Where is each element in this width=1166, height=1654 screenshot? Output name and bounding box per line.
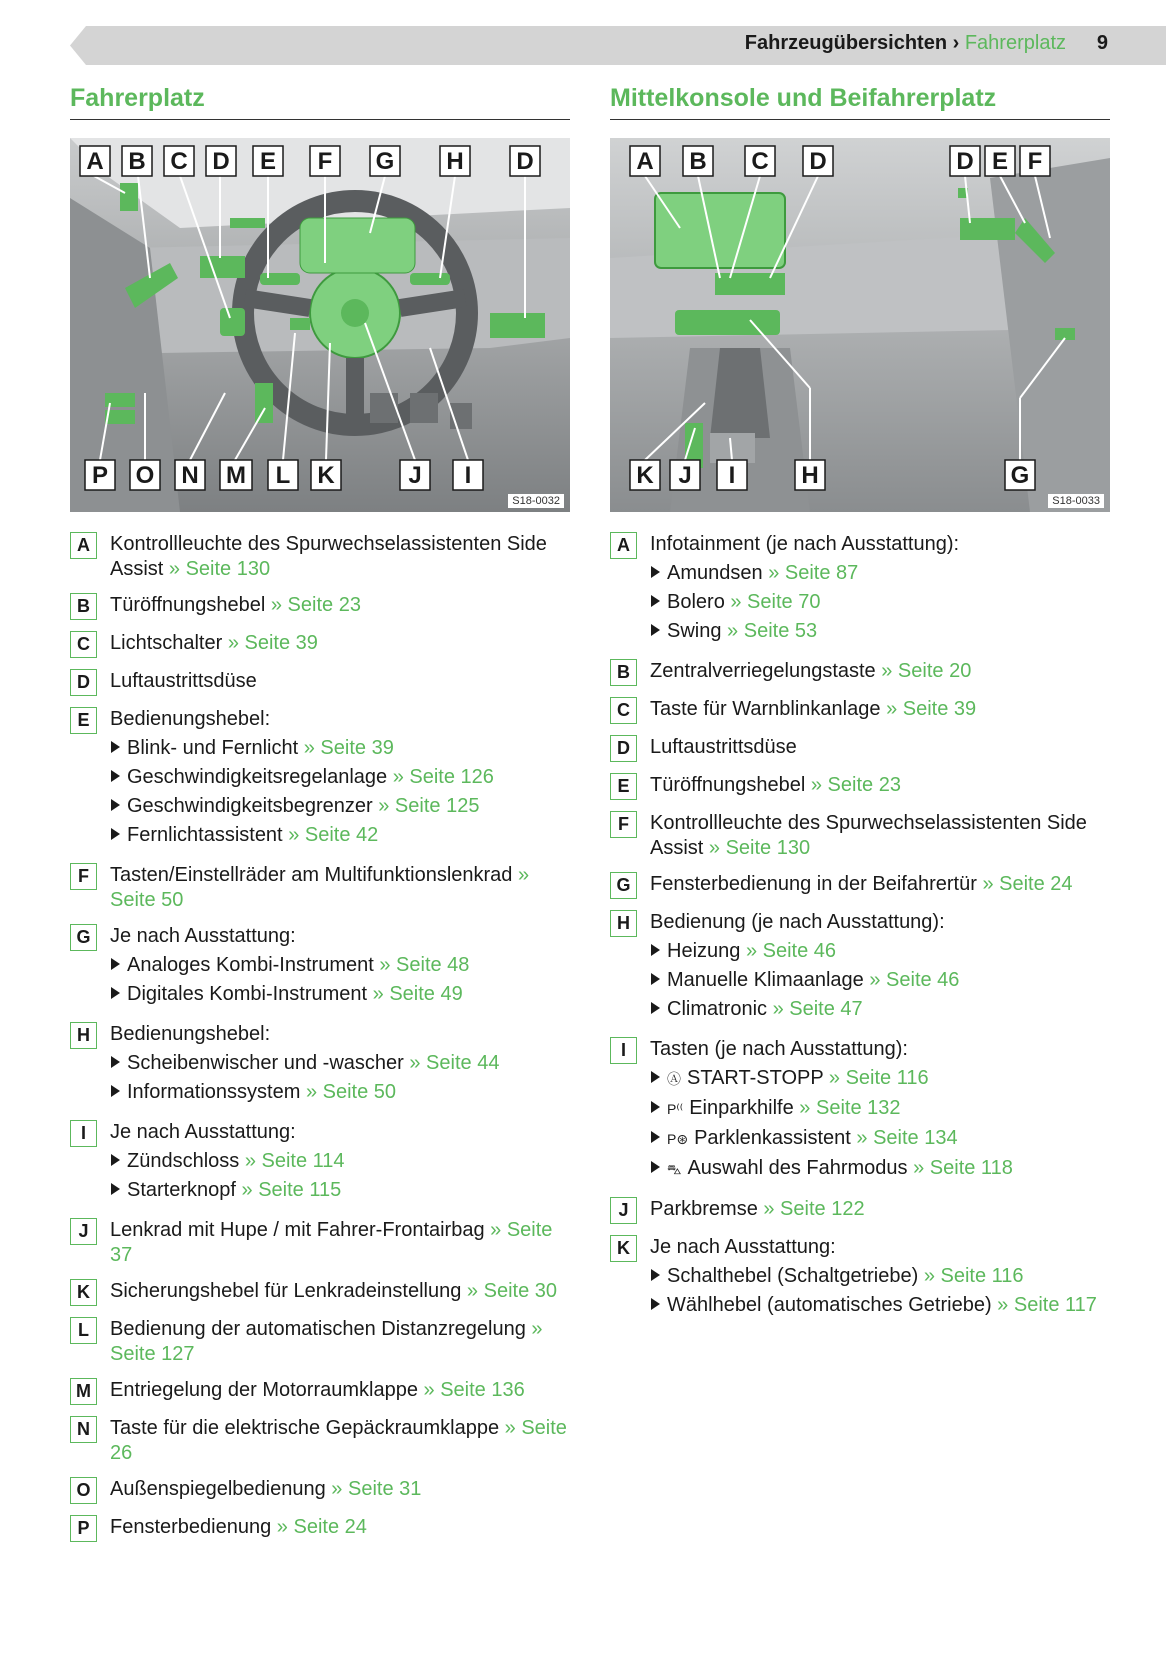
page-reference-link[interactable]: » Seite 39 — [303, 737, 394, 759]
legend-item-l — [70, 1317, 570, 1367]
subitem-text: Analoges Kombi-Instrument — [127, 954, 374, 976]
triangle-bullet-icon — [111, 958, 120, 970]
legend-letter: E — [70, 707, 97, 734]
triangle-bullet-icon — [111, 1085, 120, 1097]
page-reference-link[interactable]: » Seite 46 — [745, 940, 837, 962]
legend-letter: H — [70, 1022, 97, 1049]
page-reference-link[interactable]: » Seite 26 — [110, 1417, 567, 1464]
legend-subitem — [111, 765, 570, 790]
page-reference-link[interactable]: » Seite 23 — [810, 774, 901, 796]
figure-id: S18-0033 — [1048, 494, 1104, 508]
legend-item-j — [70, 1218, 570, 1268]
legend-text: Kontrollleuchte des Spurwechselassistenten Side Assist — [650, 812, 1087, 859]
section-title-fahrerplatz: Fahrerplatz — [70, 84, 570, 120]
legend-letter: I — [610, 1037, 637, 1064]
legend-item-o — [70, 1477, 570, 1504]
page-reference-link[interactable]: » Seite 134 — [856, 1127, 958, 1149]
legend-item-i — [70, 1120, 570, 1207]
page-reference-link[interactable]: » Seite 70 — [730, 591, 821, 613]
subitem-text: Geschwindigkeitsbegrenzer — [127, 795, 373, 817]
legend-item-f — [70, 863, 570, 913]
legend-letter: G — [70, 924, 97, 951]
button-symbol-icon: ⛍ — [667, 1161, 682, 1177]
callout-bottom-5: K — [317, 462, 335, 489]
legend-item-k — [610, 1235, 1110, 1322]
page-reference-link[interactable]: » Seite 24 — [982, 873, 1073, 895]
page-reference-link[interactable]: » Seite 47 — [772, 998, 863, 1020]
page-reference-link[interactable]: » Seite 126 — [392, 766, 494, 788]
subitem-text: Manuelle Klimaanlage — [667, 969, 864, 991]
legend-left — [70, 532, 570, 1542]
legend-text: Taste für die elektrische Gepäckraumklappe — [110, 1417, 500, 1439]
legend-subitem — [651, 590, 1110, 615]
legend-item-h — [610, 910, 1110, 1026]
legend-letter: P — [70, 1515, 97, 1542]
legend-text: Kontrollleuchte des Spurwechselassistenten Side Assist — [110, 533, 547, 580]
legend-subitem — [111, 1051, 570, 1076]
triangle-bullet-icon — [651, 1071, 660, 1083]
page-reference-link[interactable]: » Seite 125 — [378, 795, 480, 817]
page-reference-link[interactable]: » Seite 130 — [168, 558, 271, 580]
callout-top-2: C — [170, 148, 188, 175]
page-reference-link[interactable]: » Seite 30 — [466, 1280, 557, 1302]
page-reference-link[interactable]: » Seite 122 — [763, 1198, 865, 1220]
callout-top-1: B — [128, 148, 146, 175]
legend-text: Außenspiegelbedienung — [110, 1478, 326, 1500]
legend-letter: B — [70, 593, 97, 620]
legend-text: Fensterbedienung in der Beifahrertür — [650, 873, 977, 895]
page-reference-link[interactable]: » Seite 116 — [828, 1067, 929, 1089]
triangle-bullet-icon — [651, 1298, 660, 1310]
legend-subitem — [651, 997, 1110, 1022]
page-reference-link[interactable]: » Seite 53 — [727, 620, 818, 642]
figure-center-console — [610, 138, 1110, 512]
page-reference-link[interactable]: » Seite 39 — [886, 698, 977, 720]
triangle-bullet-icon — [651, 566, 660, 578]
legend-subitem — [651, 1156, 1110, 1182]
right-column — [610, 84, 1110, 1333]
triangle-bullet-icon — [651, 624, 660, 636]
legend-letter: F — [70, 863, 97, 890]
subitem-text: Heizung — [667, 940, 741, 962]
section-title-mittelkonsole: Mittelkonsole und Beifahrerplatz — [610, 84, 1110, 120]
legend-text: Türöffnungshebel — [650, 774, 806, 796]
legend-letter: B — [610, 659, 637, 686]
subitem-text: Einparkhilfe — [689, 1097, 794, 1119]
legend-letter: F — [610, 811, 637, 838]
callout-r-top-3: D — [809, 148, 827, 175]
page-reference-link[interactable]: » Seite 132 — [799, 1097, 901, 1119]
triangle-bullet-icon — [111, 741, 120, 753]
callout-bottom-6: J — [408, 462, 422, 489]
page-reference-link[interactable]: » Seite 115 — [241, 1179, 342, 1201]
page-reference-link[interactable]: » Seite 49 — [372, 983, 463, 1005]
subitem-text: Scheibenwischer und -wascher — [127, 1052, 404, 1074]
legend-item-m — [70, 1378, 570, 1405]
callout-top-3: D — [212, 148, 230, 175]
legend-text: Tasten/Einstellräder am Multifunktionslenkrad — [110, 864, 513, 886]
callout-top-7: H — [446, 148, 464, 175]
legend-item-j — [610, 1197, 1110, 1224]
page-reference-link[interactable]: » Seite 50 — [110, 864, 530, 911]
legend-text: Infotainment (je nach Ausstattung): — [650, 533, 960, 555]
page-reference-link[interactable]: » Seite 87 — [768, 562, 859, 584]
button-symbol-icon: Ⓐ — [667, 1071, 681, 1087]
page-reference-link[interactable]: » Seite 50 — [305, 1081, 397, 1103]
legend-subitem — [111, 823, 570, 848]
legend-letter: D — [70, 669, 97, 696]
legend-letter: J — [70, 1218, 97, 1245]
legend-text: Lenkrad mit Hupe / mit Fahrer-Frontairbag — [110, 1219, 485, 1241]
subitem-text: Bolero — [667, 591, 725, 613]
legend-item-p — [70, 1515, 570, 1542]
legend-subitem — [651, 1293, 1110, 1318]
page-reference-link[interactable]: » Seite 117 — [997, 1294, 1097, 1316]
subitem-text: Zündschloss — [127, 1150, 240, 1172]
page-reference-link[interactable]: » Seite 118 — [913, 1157, 1013, 1179]
triangle-bullet-icon — [651, 973, 660, 985]
legend-item-g — [70, 924, 570, 1011]
legend-letter: H — [610, 910, 637, 937]
page-reference-link[interactable]: » Seite 127 — [110, 1318, 543, 1365]
subitem-text: Schalthebel (Schaltgetriebe) — [667, 1265, 919, 1287]
subitem-text: Digitales Kombi-Instrument — [127, 983, 368, 1005]
page-reference-link[interactable]: » Seite 42 — [288, 824, 379, 846]
legend-item-h — [70, 1022, 570, 1109]
legend-text: Bedienungshebel: — [110, 1023, 271, 1045]
legend-item-d — [70, 669, 570, 696]
callout-r-bottom-1: J — [678, 462, 692, 489]
legend-letter: A — [70, 532, 97, 559]
page-reference-link[interactable]: » Seite 130 — [708, 837, 811, 859]
legend-text: Fensterbedienung — [110, 1516, 272, 1538]
legend-letter: A — [610, 532, 637, 559]
breadcrumb-chapter: Fahrzeugübersichten — [744, 32, 948, 54]
legend-text: Bedienungshebel: — [110, 708, 271, 730]
triangle-bullet-icon — [111, 1183, 120, 1195]
legend-subitem — [651, 968, 1110, 993]
legend-item-c — [70, 631, 570, 658]
legend-letter: G — [610, 872, 637, 899]
subitem-text: Climatronic — [667, 998, 768, 1020]
callout-r-top-2: C — [751, 148, 769, 175]
legend-text: Türöffnungshebel — [110, 594, 266, 616]
callout-bottom-1: O — [135, 462, 155, 489]
callout-r-top-0: A — [636, 148, 654, 175]
legend-text: Je nach Ausstattung: — [650, 1236, 836, 1258]
legend-item-c — [610, 697, 1110, 724]
legend-text: Je nach Ausstattung: — [110, 925, 296, 947]
triangle-bullet-icon — [111, 987, 120, 999]
legend-subitem — [111, 1080, 570, 1105]
legend-subitem — [111, 1149, 570, 1174]
legend-item-e — [610, 773, 1110, 800]
callout-r-bottom-4: G — [1010, 462, 1030, 489]
breadcrumb-separator: › — [952, 32, 960, 54]
callout-bottom-4: L — [275, 462, 291, 489]
triangle-bullet-icon — [111, 1056, 120, 1068]
legend-text: Taste für Warnblinkanlage — [650, 698, 881, 720]
legend-text: Je nach Ausstattung: — [110, 1121, 296, 1143]
legend-letter: L — [70, 1317, 97, 1344]
legend-letter: E — [610, 773, 637, 800]
subitem-text: Amundsen — [667, 562, 763, 584]
legend-item-b — [70, 593, 570, 620]
page-reference-link[interactable]: » Seite 24 — [276, 1516, 367, 1538]
callout-r-bottom-3: H — [801, 462, 819, 489]
subitem-text: Wählhebel (automatisches Getriebe) — [667, 1294, 992, 1316]
legend-text: Luftaustrittsdüse — [650, 736, 797, 758]
legend-subitem — [651, 1066, 1110, 1092]
triangle-bullet-icon — [651, 1002, 660, 1014]
legend-item-b — [610, 659, 1110, 686]
legend-subitem — [651, 1096, 1110, 1122]
legend-item-a — [610, 532, 1110, 648]
subitem-text: START-STOPP — [687, 1067, 824, 1089]
legend-letter: K — [70, 1279, 97, 1306]
legend-subitem — [651, 1264, 1110, 1289]
legend-letter: N — [70, 1416, 97, 1443]
page-reference-link[interactable]: » Seite 116 — [923, 1265, 1024, 1287]
legend-text: Bedienung (je nach Ausstattung): — [650, 911, 945, 933]
subitem-text: Swing — [667, 620, 722, 642]
legend-item-k — [70, 1279, 570, 1306]
legend-letter: C — [70, 631, 97, 658]
figure-id: S18-0032 — [508, 494, 564, 508]
callout-bottom-3: M — [226, 462, 246, 489]
page-reference-link[interactable]: » Seite 44 — [409, 1052, 500, 1074]
legend-letter: J — [610, 1197, 637, 1224]
subitem-text: Starterknopf — [127, 1179, 236, 1201]
triangle-bullet-icon — [111, 1154, 120, 1166]
callout-r-top-6: F — [1027, 148, 1043, 175]
callout-r-bottom-2: I — [728, 462, 736, 489]
cockpit-illustration — [70, 138, 570, 512]
callout-bottom-7: I — [464, 462, 472, 489]
subitem-text: Informationssystem — [127, 1081, 301, 1103]
triangle-bullet-icon — [651, 1131, 660, 1143]
callout-top-0: A — [86, 148, 104, 175]
subitem-text: Blink- und Fernlicht — [127, 737, 299, 759]
legend-item-i — [610, 1037, 1110, 1186]
page-reference-link[interactable]: » Seite 20 — [881, 660, 972, 682]
button-symbol-icon: P⁽⁽ — [667, 1101, 684, 1117]
triangle-bullet-icon — [651, 1269, 660, 1281]
page-number: 9 — [1096, 32, 1108, 54]
callout-top-5: F — [317, 148, 333, 175]
triangle-bullet-icon — [111, 828, 120, 840]
legend-text: Tasten (je nach Ausstattung): — [650, 1038, 908, 1060]
legend-letter: O — [70, 1477, 97, 1504]
triangle-bullet-icon — [651, 1161, 660, 1173]
breadcrumb — [745, 32, 1066, 55]
triangle-bullet-icon — [111, 770, 120, 782]
legend-subitem — [111, 953, 570, 978]
legend-text: Luftaustrittsdüse — [110, 670, 257, 692]
subitem-text: Fernlichtassistent — [127, 824, 283, 846]
triangle-bullet-icon — [651, 1101, 660, 1113]
legend-right — [610, 532, 1110, 1322]
page-reference-link[interactable]: » Seite 23 — [270, 594, 361, 616]
callout-bottom-0: P — [91, 462, 109, 489]
page-reference-link[interactable]: » Seite 37 — [110, 1219, 553, 1266]
callout-r-top-4: D — [956, 148, 974, 175]
legend-subitem — [111, 982, 570, 1007]
callout-labels-bottom — [85, 460, 483, 490]
callout-bottom-2: N — [181, 462, 199, 489]
figure-driver-cockpit — [70, 138, 570, 512]
page-reference-link[interactable]: » Seite 46 — [869, 969, 960, 991]
breadcrumb-section: Fahrerplatz — [964, 32, 1066, 54]
button-symbol-icon: P⊛ — [667, 1131, 689, 1147]
legend-text: Bedienung der automatischen Distanzregelung — [110, 1318, 526, 1340]
page-reference-link[interactable]: » Seite 31 — [331, 1478, 422, 1500]
page-reference-link[interactable]: » Seite 114 — [244, 1150, 345, 1172]
legend-item-g — [610, 872, 1110, 899]
callout-top-6: G — [375, 148, 395, 175]
legend-item-f — [610, 811, 1110, 861]
page-reference-link[interactable]: » Seite 39 — [227, 632, 318, 654]
legend-subitem — [111, 1178, 570, 1203]
legend-text: Sicherungshebel für Lenkradeinstellung — [110, 1280, 462, 1302]
legend-subitem — [651, 619, 1110, 644]
callout-top-4: E — [259, 148, 277, 175]
callout-r-top-1: B — [689, 148, 707, 175]
triangle-bullet-icon — [651, 595, 660, 607]
legend-letter: M — [70, 1378, 97, 1405]
legend-item-e — [70, 707, 570, 852]
legend-item-a — [70, 532, 570, 582]
legend-text: Parkbremse — [650, 1198, 758, 1220]
legend-text: Lichtschalter — [110, 632, 223, 654]
left-column — [70, 84, 570, 1553]
callout-r-bottom-0: K — [636, 462, 654, 489]
page-reference-link[interactable]: » Seite 136 — [423, 1379, 525, 1401]
legend-subitem — [111, 736, 570, 761]
legend-letter: D — [610, 735, 637, 762]
legend-subitem — [651, 561, 1110, 586]
subitem-text: Parklenkassistent — [694, 1127, 851, 1149]
subitem-text: Geschwindigkeitsregelanlage — [127, 766, 388, 788]
legend-subitem — [651, 1126, 1110, 1152]
triangle-bullet-icon — [111, 799, 120, 811]
triangle-bullet-icon — [651, 944, 660, 956]
legend-subitem — [651, 939, 1110, 964]
legend-item-n — [70, 1416, 570, 1466]
legend-text: Entriegelung der Motorraumklappe — [110, 1379, 418, 1401]
legend-subitem — [111, 794, 570, 819]
legend-letter: K — [610, 1235, 637, 1262]
callout-r-top-5: E — [991, 148, 1009, 175]
legend-text: Zentralverriegelungstaste — [650, 660, 876, 682]
console-illustration — [610, 138, 1110, 512]
legend-letter: C — [610, 697, 637, 724]
legend-item-d — [610, 735, 1110, 762]
subitem-text: Auswahl des Fahrmodus — [687, 1157, 908, 1179]
callout-top-8: D — [516, 148, 534, 175]
legend-letter: I — [70, 1120, 97, 1147]
page-reference-link[interactable]: » Seite 48 — [379, 954, 470, 976]
